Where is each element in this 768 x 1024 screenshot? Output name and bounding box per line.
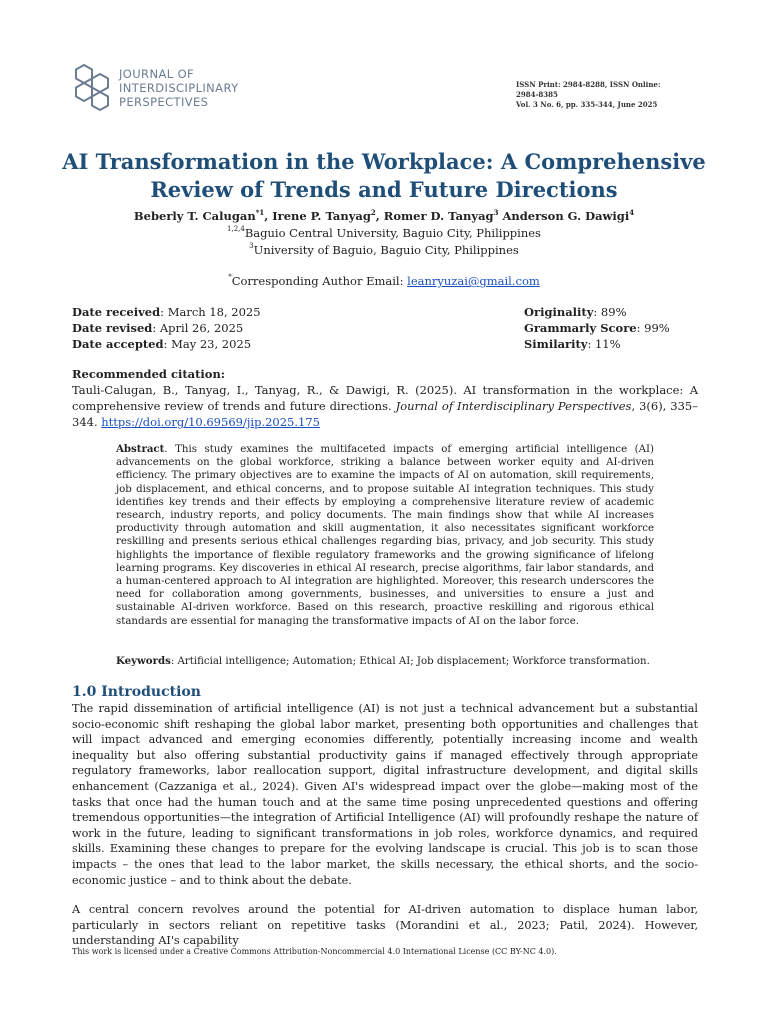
journal-name-line: PERSPECTIVES	[119, 95, 209, 109]
metric-label: Grammarly Score	[524, 321, 637, 335]
journal-name-line: INTERDISCIPLINARY	[119, 81, 239, 95]
date-received	[72, 304, 261, 320]
date-accepted	[72, 336, 261, 352]
section-heading: 1.0 Introduction	[72, 684, 201, 700]
citation-details: , 3(6), 335–344.	[72, 399, 698, 429]
journal-name-line: JOURNAL OF	[119, 67, 195, 81]
affiliation-text: Baguio Central University, Baguio City, Philippines	[244, 226, 541, 240]
abstract-text: . This study examines the multifaceted impacts of emerging artificial intelligence (AI) advancements on the global workforce, striking a balance between worker equity and AI-driven efficiency. The primary objectives are to examine the impacts of AI on automation, skill requirements, job displacement, and ethical concerns, and to propose suitable AI integration techniques. This study identifies key trends and their effects by employing a comprehensive literature review of academic research, industry reports, and policy documents. The main findings show that while AI increases productivity through automation and skill augmentation, it also necessitates significant workforce reskilling and presents serious ethical challenges regarding bias, privacy, and job security. This study highlights the importance of flexible regulatory frameworks and the growing significance of lifelong learning programs. Key discoveries in ethical AI research, precise algorithms, fair labor standards, and a human-centered approach to AI integration are highlighted. Moreover, this research underscores the need for collaboration among governments, businesses, and universities to ensure a just and sustainable AI-driven workforce. Based on this research, proactive reskilling and rigorous ethical standards are essential for managing the transformative impacts of AI on the labor force.	[116, 444, 654, 627]
doi-link[interactable]: https://doi.org/10.69569/jip.2025.175	[101, 415, 320, 429]
author-sup: 3	[493, 208, 499, 217]
corresponding-author	[60, 273, 708, 289]
journal-logo	[70, 62, 240, 118]
metric-value: : 89%	[593, 305, 627, 319]
date-value: : March 18, 2025	[160, 305, 261, 319]
date-label: Date revised	[72, 321, 153, 335]
journal-name	[119, 67, 239, 109]
volume-line: Vol. 3 No. 6, pp. 335-344, June 2025	[516, 100, 658, 109]
paragraph: A central concern revolves around the potential for AI-driven automation to displace human labor, particularly in sectors reliant on repetitive tasks (Morandini et al., 2023; Patil, 2024). However, understanding AI's capability	[72, 903, 698, 948]
grammarly-score	[524, 320, 670, 336]
citation-journal: Journal of Interdisciplinary Perspectives	[395, 399, 632, 413]
paragraph: The rapid dissemination of artificial intelligence (AI) is not just a technical advancement but a substantial socio-economic shift reshaping the global labor market, presenting both opportunities and challenges that will impact advanced and emerging economies differently, potentially increasing income and wealth inequality but also offering substantial productivity gains if managed effectively through appropriate regulatory frameworks, labor reallocation support, digital infrastructure development, and digital skills enhancement (Cazzaniga et al., 2024). Given AI's widespread impact over the globe—making most of the tasks that once had the human touch and at the same time posing unprecedented questions and offering tremendous opportunities—the integration of Artificial Intelligence (AI) will profoundly reshape the nature of work in the future, leading to significant transformations in job roles, workforce dynamics, and required skills. Examining these changes to prepare for the evolving landscape is crucial. This job is to scan those impacts – the ones that lead to the labor market, the skills necessary, the ethical shorts, and the socio-economic justice – and to think about the debate.	[72, 702, 698, 887]
metric-value: : 99%	[636, 321, 670, 335]
author-name: Irene P. Tanyag	[272, 209, 371, 223]
title-line: Review of Trends and Future Directions	[150, 177, 618, 202]
citation-label: Recommended citation:	[72, 367, 226, 381]
originality	[524, 304, 670, 320]
metric-label: Originality	[524, 305, 594, 319]
hexagon-logo-icon	[70, 62, 118, 112]
citation-body	[72, 382, 698, 430]
license-footer: This work is licensed under a Creative Commons Attribution-Noncommercial 4.0 International License (CC BY-NC 4.0).	[72, 947, 557, 956]
author-list: Beberly T. Calugan$^{*1}$, Irene P. Tanyag$^2$, Romer D. Tanyag$^3$ Anderson G. Dawigi$^4$	[133, 208, 635, 223]
author-name: Beberly T. Calugan	[133, 209, 256, 223]
date-value: : May 23, 2025	[163, 337, 252, 351]
issn-line: ISSN Print: 2984-8288, ISSN Online: 2984-8385	[516, 80, 661, 99]
recommended-citation	[72, 366, 698, 430]
dates-block	[72, 304, 261, 352]
date-revised	[72, 320, 261, 336]
metrics-block	[524, 304, 670, 352]
affiliation-sup: 3	[249, 242, 254, 250]
metric-value: : 11%	[587, 337, 621, 351]
abstract	[116, 443, 654, 628]
keywords	[116, 655, 654, 668]
affiliation	[60, 225, 708, 241]
similarity	[524, 336, 670, 352]
issn-block	[516, 80, 666, 110]
affiliation	[60, 242, 708, 258]
metric-label: Similarity	[524, 337, 588, 351]
affiliation-sup: 1,2,4	[227, 225, 245, 233]
keywords-text: : Artificial intelligence; Automation; Ethical AI; Job displacement; Workforce transformation.	[170, 656, 650, 667]
keywords-label: Keywords	[116, 655, 171, 667]
introduction-body	[72, 701, 698, 963]
author-sup: 4	[629, 208, 635, 217]
paper-title	[60, 148, 708, 204]
corresponding-email-link[interactable]: leanryuzai@gmail.com	[407, 274, 540, 288]
author-sup: *1	[255, 208, 265, 217]
author-name: Romer D. Tanyag	[383, 209, 494, 223]
date-label: Date accepted	[72, 337, 164, 351]
abstract-label: Abstract	[116, 443, 165, 455]
asterisk: *	[228, 273, 232, 281]
citation-text: Tauli-Calugan, B., Tanyag, I., Tanyag, R., & Dawigi, R. (2025). AI transformation in the workplace: A comprehensive review of trends and future directions.	[72, 383, 698, 413]
author-name: Anderson G. Dawigi	[502, 209, 630, 223]
corresponding-label: Corresponding Author Email:	[231, 274, 408, 288]
author-sup: 2	[370, 208, 376, 217]
date-label: Date received	[72, 305, 161, 319]
date-value: : April 26, 2025	[152, 321, 244, 335]
title-line: AI Transformation in the Workplace: A Comprehensive	[62, 149, 706, 174]
affiliation-text: University of Baguio, Baguio City, Philippines	[253, 243, 519, 257]
